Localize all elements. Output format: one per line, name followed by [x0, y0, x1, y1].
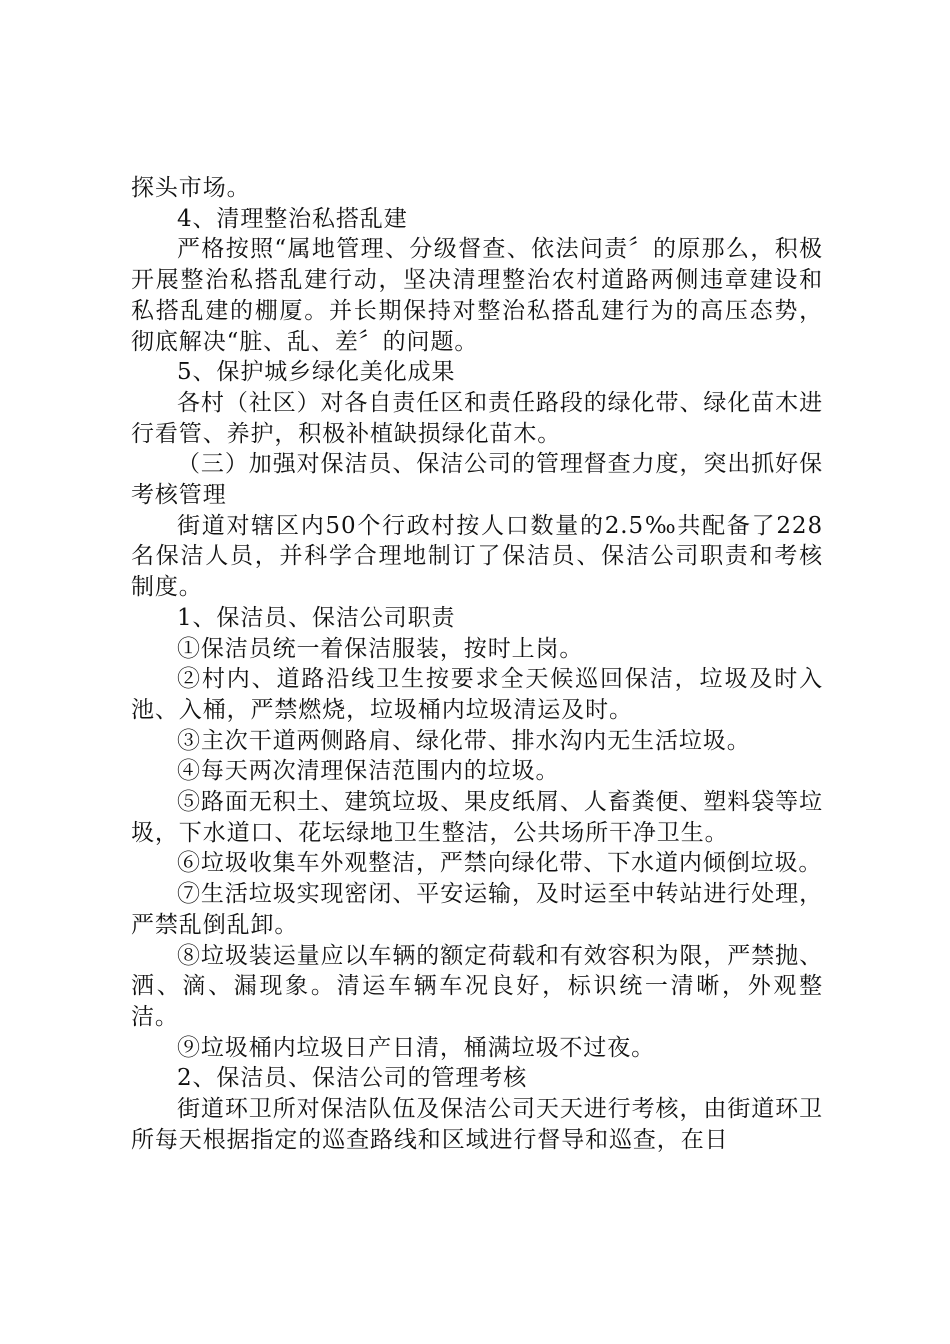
paragraph-greening: 各村（社区）对各自责任区和责任路段的绿化带、绿化苗木进行看管、养护，积极补植缺损绿化苗木。 — [131, 389, 823, 447]
list-item: ⑦生活垃圾实现密闭、平安运输，及时运至中转站进行处理，严禁乱倒乱卸。 — [131, 881, 823, 938]
paragraph-illegal-construction: 严格按照“属地管理、分级督查、依法问责〞的原那么，积极开展整治私搭乱建行动，坚决清理整治农村道路两侧违章建设和私搭乱建的棚厦。并长期保持对整治私搭乱建行为的高压态势，彻底解决“脏、乱、差〞的问题。 — [131, 236, 823, 355]
list-item: ⑨垃圾桶内垃圾日产日清，桶满垃圾不过夜。 — [177, 1034, 655, 1061]
paragraph-market-continuation: 探头市场。 — [131, 175, 251, 201]
paragraph-assessment: 街道环卫所对保洁队伍及保洁公司天天进行考核，由街道环卫所每天根据指定的巡查路线和区域进行督导和巡查，在日 — [131, 1096, 823, 1153]
list-item: ②村内、道路沿线卫生按要求全天候巡回保洁，垃圾及时入池、入桶，严禁燃烧，垃圾桶内垃圾清运及时。 — [131, 666, 823, 723]
document-body — [131, 173, 823, 1156]
list-item: ①保洁员统一着保洁服装，按时上岗。 — [177, 635, 584, 662]
heading-protect-greening: 5、保护城乡绿化美化成果 — [177, 359, 456, 386]
heading-cleaner-duties: 1、保洁员、保洁公司职责 — [177, 604, 456, 631]
list-item: ③主次干道两侧路肩、绿化带、排水沟内无生活垃圾。 — [177, 727, 751, 754]
heading-cleaner-management: （三）加强对保洁员、保洁公司的管理督查力度，突出抓好保考核管理 — [131, 451, 823, 509]
list-item: ⑤路面无积土、建筑垃圾、果皮纸屑、人畜粪便、塑料袋等垃圾，下水道口、花坛绿地卫生整洁，公共场所干净卫生。 — [131, 789, 823, 846]
list-item: ⑧垃圾装运量应以车辆的额定荷载和有效容积为限，严禁抛、洒、滴、漏现象。清运车辆车况良好，标识统一清晰，外观整洁。 — [131, 942, 823, 1030]
heading-clean-illegal-construction: 4、清理整治私搭乱建 — [177, 205, 408, 232]
list-item: ④每天两次清理保洁范围内的垃圾。 — [177, 758, 560, 785]
list-item: ⑥垃圾收集车外观整洁，严禁向绿化带、下水道内倾倒垃圾。 — [177, 850, 823, 877]
paragraph-cleaner-staffing: 街道对辖区内50个行政村按人口数量的2.5‰共配备了228名保洁人员，并科学合理地制订了保洁员、保洁公司职责和考核制度。 — [131, 512, 823, 601]
heading-management-assessment: 2、保洁员、保洁公司的管理考核 — [177, 1065, 528, 1092]
